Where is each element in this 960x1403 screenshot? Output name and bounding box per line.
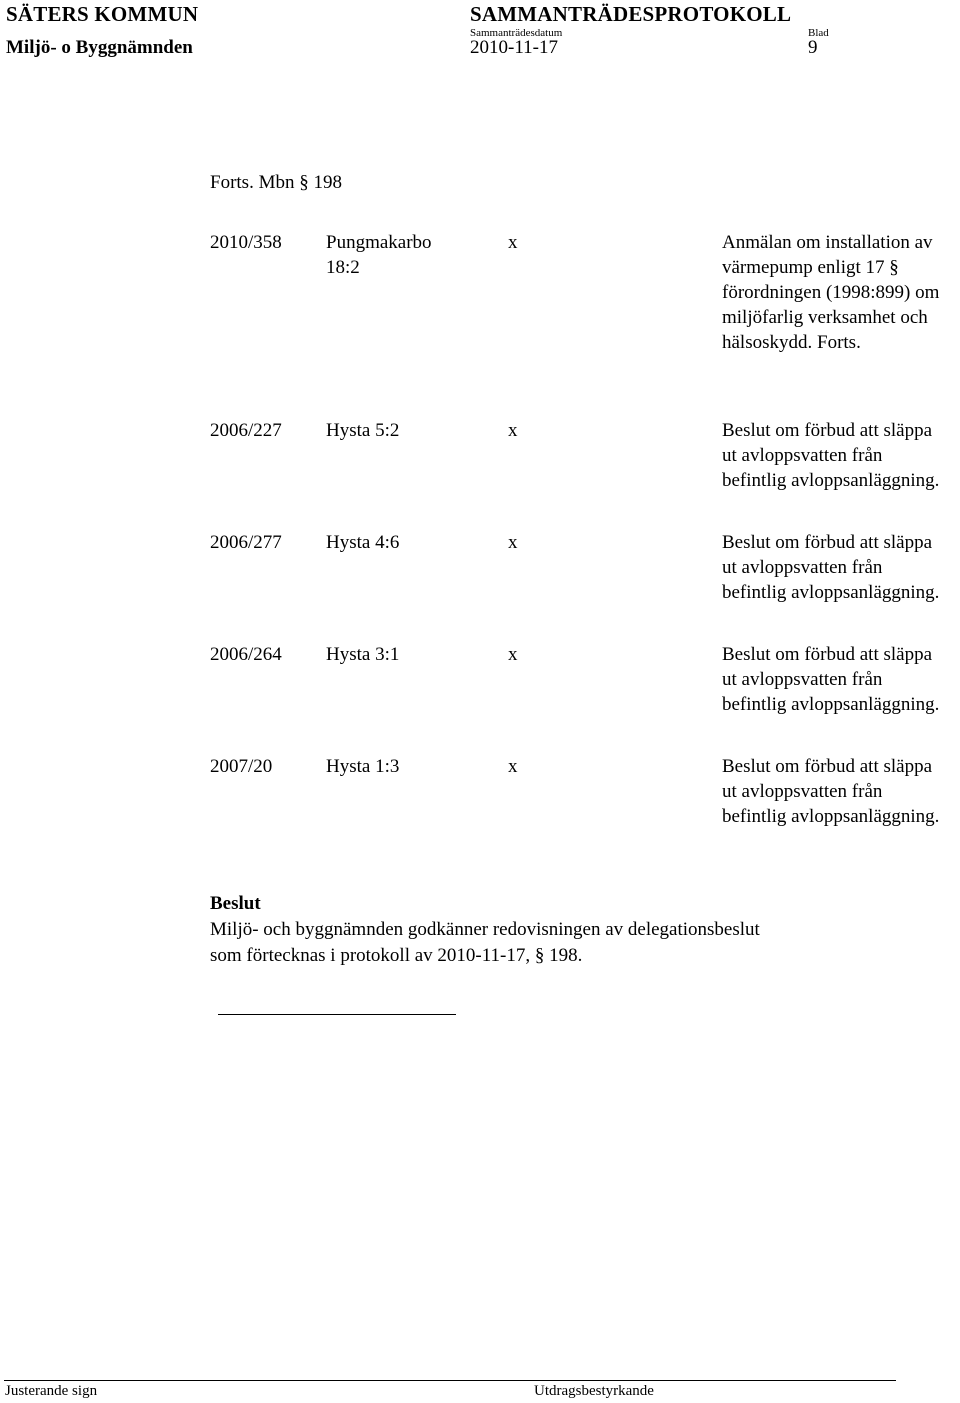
property-designation: Pungmakarbo 18:2 (326, 232, 432, 278)
footer-rule (4, 1380, 896, 1381)
mark: x (508, 644, 518, 665)
municipality-name: SÄTERS KOMMUN (6, 2, 199, 26)
case-number: 2010/358 (210, 232, 282, 253)
closing-rule (218, 1014, 456, 1015)
mark: x (508, 420, 518, 441)
footer-certification-label: Utdragsbestyrkande (534, 1383, 654, 1399)
case-description: Beslut om förbud att släppa ut avloppsvatten från befintlig avloppsanläggning. (722, 756, 940, 827)
property-designation: Hysta 4:6 (326, 532, 400, 553)
case-description: Beslut om förbud att släppa ut avloppsvatten från befintlig avloppsanläggning. (722, 644, 940, 715)
case-description: Anmälan om installation av värmepump enligt 17 § förordningen (1998:899) om miljöfarlig verksamhet och hälsoskydd. Forts. (722, 232, 940, 353)
meeting-date: 2010-11-17 (470, 37, 558, 58)
case-description: Beslut om förbud att släppa ut avloppsvatten från befintlig avloppsanläggning. (722, 532, 940, 603)
case-number: 2006/277 (210, 532, 282, 553)
committee-name: Miljö- o Byggnämnden (6, 37, 193, 58)
case-description: Beslut om förbud att släppa ut avloppsvatten från befintlig avloppsanläggning. (722, 420, 940, 491)
decision-text-line: som förtecknas i protokoll av 2010-11-17, § 198. (210, 945, 583, 966)
document-type: SAMMANTRÄDESPROTOKOLL (470, 2, 792, 26)
case-number: 2006/264 (210, 644, 282, 665)
mark: x (508, 532, 518, 553)
decision-heading: Beslut (210, 893, 261, 914)
mark: x (508, 232, 518, 253)
footer-sign-label: Justerande sign (5, 1383, 98, 1399)
case-number: 2006/227 (210, 420, 282, 441)
mark: x (508, 756, 518, 777)
page-number: 9 (808, 37, 818, 58)
page-label: Blad (808, 27, 829, 39)
property-designation: Hysta 1:3 (326, 756, 400, 777)
case-number: 2007/20 (210, 756, 273, 777)
property-designation: Hysta 5:2 (326, 420, 400, 441)
meeting-date-label: Sammanträdesdatum (470, 27, 563, 39)
section-title: Forts. Mbn § 198 (210, 172, 342, 193)
decision-text-line: Miljö- och byggnämnden godkänner redovisningen av delegationsbeslut (210, 919, 760, 940)
property-designation: Hysta 3:1 (326, 644, 400, 665)
